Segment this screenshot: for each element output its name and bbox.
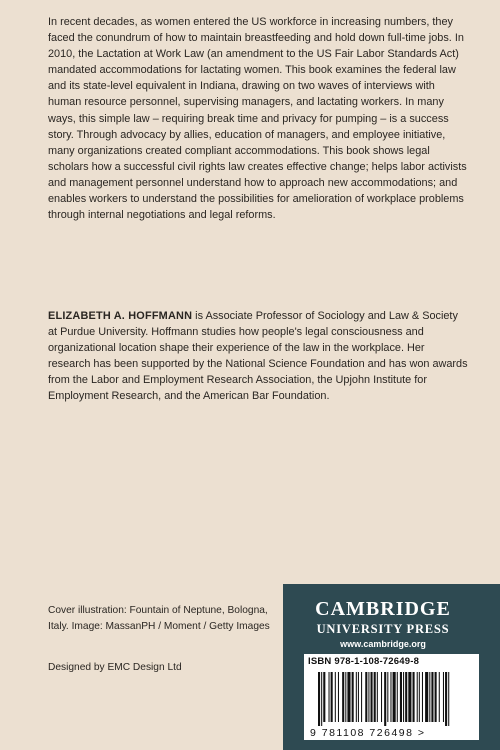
barcode-bar <box>390 672 391 722</box>
barcode-bar <box>419 672 420 722</box>
barcode-bar <box>329 672 330 722</box>
barcode-bar <box>335 672 336 722</box>
barcode-bar <box>381 672 382 722</box>
barcode-bar <box>397 672 398 722</box>
barcode-bar <box>417 672 418 722</box>
barcode-bar <box>387 672 388 722</box>
barcode-bar <box>347 672 350 722</box>
barcode-bar <box>338 672 339 722</box>
barcode-bar <box>368 672 369 722</box>
barcode-panel <box>304 654 479 740</box>
barcode-bar <box>321 672 322 726</box>
barcode-bar <box>448 672 449 726</box>
barcode-bar <box>439 672 440 722</box>
cover-illustration-credit: Cover illustration: Fountain of Neptune, Bologna, Italy. Image: MassanPH / Moment / Getty Images <box>48 605 270 632</box>
publisher-block <box>283 584 500 750</box>
barcode-bar <box>435 672 437 722</box>
publisher-url: www.cambridge.org <box>340 639 426 649</box>
barcode-bar <box>342 672 344 722</box>
barcode-bar <box>358 672 359 722</box>
barcode-bar <box>429 672 430 722</box>
isbn-label: ISBN 978-1-108-72649-8 <box>308 656 420 667</box>
book-description: In recent decades, as women entered the US workforce in increasing numbers, they faced the conundrum of how to maintain breastfeeding and hold down full-time jobs. In 2010, the Lactation at Work Law (an amendment to the US Fair Labor Standards Act) mandated accommodations for lactating women. This book examines the federal law and its state-level equivalent in Indiana, drawing on two waves of interviews with human resource personnel, supervising managers, and lactating workers. In many ways, this simple law – requiring break time and privacy for pumping – is a success story. Through advocacy by allies, education of managers, and employee initiative, many organizations created compliant accommodations. This book shows legal scholars how a successful civil rights law creates effective change; helps labor activists and management personnel understand how to approach new accommodations; and enables workers to understand the possibilities for amelioration of workplace problems through internal negotiations and legal reforms. <box>48 16 467 222</box>
barcode-bar <box>431 672 433 722</box>
barcode <box>308 670 475 738</box>
barcode-bar <box>393 672 396 722</box>
barcode-bar <box>384 672 386 726</box>
barcode-bar <box>331 672 333 722</box>
barcode-bar <box>377 672 378 722</box>
barcode-bar <box>445 672 447 726</box>
barcode-bar <box>371 672 373 722</box>
barcode-bar <box>443 672 444 722</box>
barcode-bar <box>403 672 404 722</box>
barcode-bar <box>425 672 428 722</box>
barcode-bar <box>345 672 346 722</box>
barcode-bar <box>352 672 354 722</box>
barcode-bar <box>408 672 411 722</box>
barcode-bar <box>405 672 407 722</box>
barcode-bar <box>374 672 376 722</box>
barcode-bar <box>361 672 362 722</box>
barcode-bar <box>413 672 415 722</box>
publisher-subtitle: UNIVERSITY PRESS <box>316 622 450 636</box>
barcode-bar <box>356 672 357 722</box>
author-name: ELIZABETH A. HOFFMANN <box>48 310 193 322</box>
barcode-digits: 9 781108 726498 > <box>310 727 426 738</box>
designer-credit: Designed by EMC Design Ltd <box>48 662 182 673</box>
barcode-bar <box>318 672 320 726</box>
barcode-bar <box>422 672 423 722</box>
barcode-bar <box>400 672 402 722</box>
author-bio <box>48 308 468 405</box>
barcode-bar <box>365 672 367 722</box>
barcode-bar <box>323 672 325 722</box>
author-bio-text: is Associate Professor of Sociology and Law & Society at Purdue University. Hoffmann studies how people's legal consciousness and organizational location shape their experience of the law in the workplace. Her research has been supported by the National Science Foundation and has won awards from the Labor and Employment Research Association, the Upjohn Institute for Employment Research, and the American Bar Foundation. <box>48 310 468 403</box>
publisher-name: CAMBRIDGE <box>315 598 451 620</box>
